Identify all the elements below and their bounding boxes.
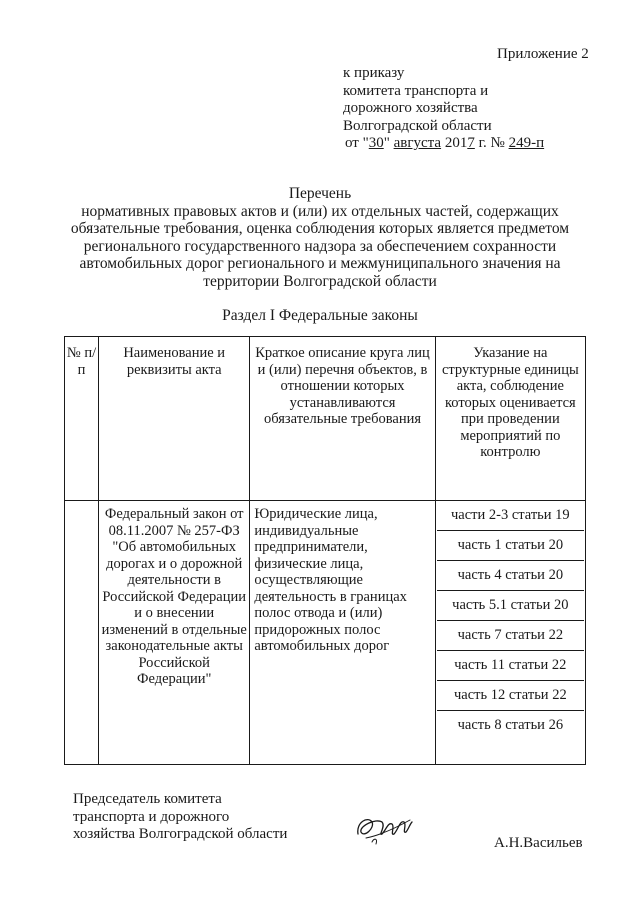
header-description: Краткое описание круга лиц и (или) перечня объектов, в отношении которых устанавливаются обязательные требования [250,337,435,501]
act-part-item: часть 7 статьи 22 [437,621,584,651]
date-prefix: от " [345,135,369,151]
handwritten-signature [352,808,414,848]
heading-line: территории Волгоградской области [203,272,437,290]
signer-name: А.Н.Васильев [494,835,583,851]
appendix-title: Приложение 2 [497,46,589,62]
document-heading [60,185,580,290]
heading-line: регионального государственного надзора за обеспечением сохранности [83,237,557,255]
heading-title: Перечень [288,185,352,202]
order-line: дорожного хозяйства [343,100,478,116]
order-reference [343,65,544,153]
heading-line: обязательные требования, оценка соблюдения которых является предметом [70,220,570,237]
act-part-item: часть 11 статьи 22 [437,651,584,681]
order-line: Волгоградской области [343,117,492,134]
order-year-last-digit: 7 [467,135,475,151]
signer-position-line: Председатель комитета [73,791,222,807]
acts-table [64,336,586,765]
signer-position-line: хозяйства Волгоградской области [73,826,288,842]
order-line: к приказу [343,65,405,81]
date-suffix: г. № [474,135,509,151]
date-mid: " [383,135,394,151]
heading-line: автомобильных дорог регионального и межмуниципального значения на [79,255,561,272]
row-number [65,501,99,765]
order-line: комитета транспорта и [343,82,489,99]
act-description: Юридические лица, индивидуальные предприниматели, физические лица, осуществляющие деятельность в границах полос отвода и (или) придорожных полос автомобильных дорог [250,501,435,765]
act-part-item: часть 12 статьи 22 [437,681,584,711]
act-part-item: часть 8 статьи 26 [457,717,564,733]
header-number: № п/п [65,337,99,501]
header-parts: Указание на структурные единицы акта, соблюдение которых оценивается при проведении мероприятий по контролю [435,337,585,501]
header-act: Наименование и реквизиты акта [99,337,250,501]
table-header-row [65,337,586,501]
order-year-prefix: 201 [441,135,468,151]
act-part-item: части 2-3 статьи 19 [437,501,584,531]
signer-position-line: транспорта и дорожного [73,808,230,825]
table-row [65,501,586,765]
heading-line: нормативных правовых актов и (или) их отдельных частей, содержащих [81,202,559,220]
order-number: 249-п [508,135,545,151]
section-title: Раздел I Федеральные законы [222,307,418,324]
act-part-item: часть 5.1 статьи 20 [437,591,584,621]
act-part-item: часть 1 статьи 20 [437,531,584,561]
act-part-item: часть 4 статьи 20 [437,561,584,591]
order-date-line [343,135,544,153]
act-name: Федеральный закон от 08.11.2007 № 257-ФЗ "Об автомобильных дорогах и о дорожной деятельности в Российской Федерации и о внесении изменений в отдельные законодательные акты Российской Федерации" [99,501,250,765]
act-parts [435,501,585,765]
order-day: 30 [368,135,384,151]
order-month: августа [393,135,442,151]
signer-position [73,791,287,844]
